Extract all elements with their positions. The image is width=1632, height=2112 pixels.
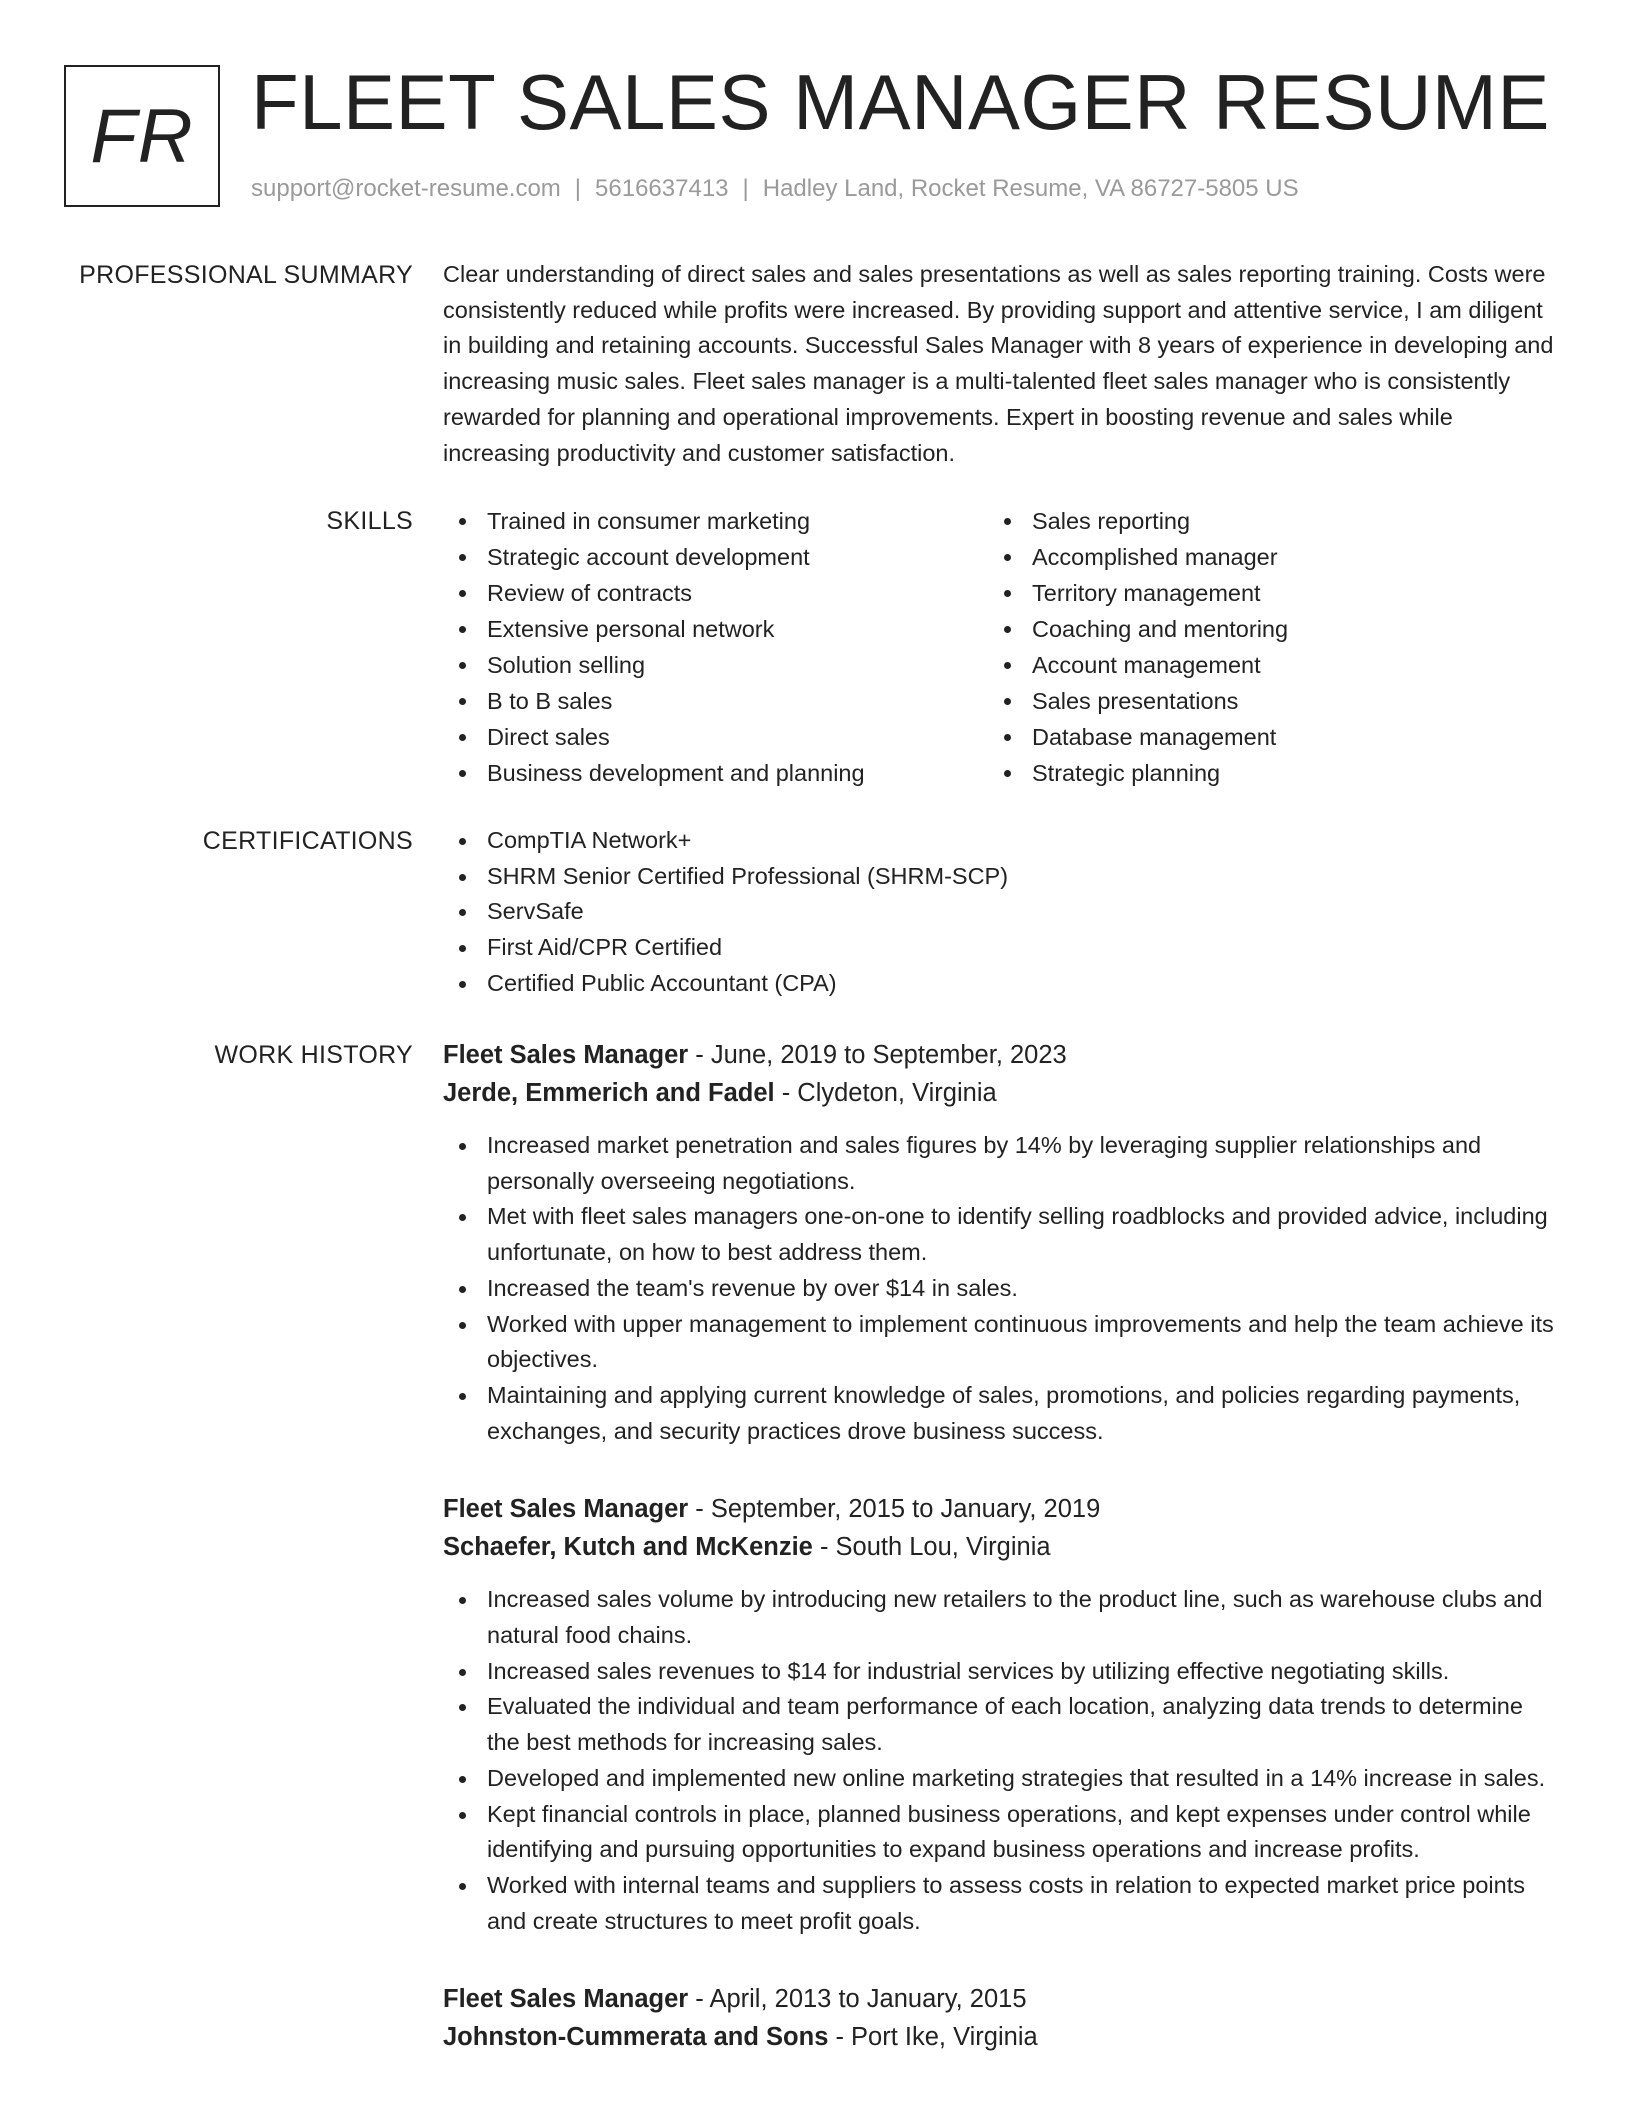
work-history-body	[443, 1036, 1555, 2097]
job-title: Fleet Sales Manager	[443, 1985, 689, 2014]
job-entry	[443, 1036, 1555, 1449]
job-location: - Clydeton, Virginia	[774, 1079, 997, 1107]
certification-item: ServSafe	[443, 894, 1555, 930]
contact-separator: |	[574, 175, 582, 202]
skill-item: Trained in consumer marketing	[443, 503, 988, 539]
work-history-heading: WORK HISTORY	[214, 1041, 413, 1069]
skill-item: Territory management	[988, 575, 1533, 611]
skill-item: Business development and planning	[443, 755, 988, 791]
certifications-list	[443, 823, 1555, 1002]
job-bullet: Worked with internal teams and suppliers to assess costs in relation to expected market price points and create structures to meet profit goals.	[443, 1868, 1555, 1939]
skill-item: Direct sales	[443, 719, 988, 755]
certification-item: SHRM Senior Certified Professional (SHRM-SCP)	[443, 859, 1555, 895]
job-bullet: Maintaining and applying current knowledge of sales, promotions, and policies regarding payments, exchanges, and security practices drove business success.	[443, 1378, 1555, 1449]
job-title: Fleet Sales Manager	[443, 1041, 689, 1069]
job-bullets	[443, 1582, 1555, 1939]
summary-body	[443, 257, 1555, 471]
skill-item: B to B sales	[443, 683, 988, 719]
certification-item: Certified Public Accountant (CPA)	[443, 966, 1555, 1002]
job-title-line	[443, 1980, 1555, 2018]
job-dates: - September, 2015 to January, 2019	[688, 1495, 1101, 1524]
skill-item: Strategic account development	[443, 539, 988, 575]
summary-heading: PROFESSIONAL SUMMARY	[79, 261, 413, 289]
summary-text: Clear understanding of direct sales and sales presentations as well as sales reporting training. Costs were consistently reduced while profits were increased. By providing support and attentive service, I am diligent in building and retaining accounts. Successful Sales Manager with 8 years of experience in developing and increasing music sales. Fleet sales manager is a multi-talented fleet sales manager who is consistently rewarded for planning and operational improvements. Expert in boosting revenue and sales while increasing productivity and customer satisfaction.	[443, 261, 1554, 466]
skills-columns	[443, 503, 1555, 791]
monogram-box	[64, 65, 220, 207]
job-entry	[443, 1490, 1555, 1939]
certification-item: CompTIA Network+	[443, 823, 1555, 859]
job-company-line	[443, 1528, 1555, 1566]
skill-item: Sales reporting	[988, 503, 1533, 539]
job-company-line	[443, 1074, 1555, 1112]
certifications-heading: CERTIFICATIONS	[202, 827, 413, 855]
skills-list-left	[443, 503, 988, 791]
skill-item: Solution selling	[443, 647, 988, 683]
contact-separator: |	[742, 175, 749, 202]
certification-item: First Aid/CPR Certified	[443, 930, 1555, 966]
skill-item: Database management	[988, 719, 1533, 755]
skill-item: Strategic planning	[988, 755, 1533, 791]
contact-phone[interactable]: 5616637413	[595, 175, 729, 202]
job-bullet: Evaluated the individual and team performance of each location, analyzing data trends to determine the best methods for increasing sales.	[443, 1689, 1555, 1760]
skill-item: Account management	[988, 647, 1533, 683]
job-company-line	[443, 2018, 1555, 2056]
job-bullet: Developed and implemented new online marketing strategies that resulted in a 14% increase in sales.	[443, 1761, 1555, 1797]
contact-email[interactable]: support@rocket-resume.com	[251, 175, 561, 202]
contact-address: Hadley Land, Rocket Resume, VA 86727-5805 US	[762, 175, 1299, 202]
contact-line	[251, 174, 1299, 204]
skill-item: Extensive personal network	[443, 611, 988, 647]
job-bullet: Increased sales volume by introducing new retailers to the product line, such as warehouse clubs and natural food chains.	[443, 1582, 1555, 1653]
job-bullets	[443, 1128, 1555, 1449]
job-dates: - June, 2019 to September, 2023	[688, 1041, 1067, 1069]
resume-title: FLEET SALES MANAGER RESUME	[251, 58, 1550, 146]
job-bullet: Kept financial controls in place, planned business operations, and kept expenses under control while identifying and pursuing opportunities to expand business operations and increase profits.	[443, 1797, 1555, 1868]
skill-item: Coaching and mentoring	[988, 611, 1533, 647]
skills-body	[443, 503, 1555, 791]
job-company: Johnston-Cummerata and Sons	[443, 2023, 829, 2052]
job-bullet: Met with fleet sales managers one-on-one to identify selling roadblocks and provided advice, including unfortunate, on how to best address them.	[443, 1199, 1555, 1270]
certifications-body	[443, 823, 1555, 1002]
job-location: - Port Ike, Virginia	[828, 2023, 1038, 2052]
job-bullet: Worked with upper management to implement continuous improvements and help the team achieve its objectives.	[443, 1307, 1555, 1378]
job-company: Schaefer, Kutch and McKenzie	[443, 1533, 813, 1562]
job-dates: - April, 2013 to January, 2015	[688, 1985, 1027, 2014]
job-bullet: Increased market penetration and sales figures by 14% by leveraging supplier relationships and personally overseeing negotiations.	[443, 1128, 1555, 1199]
job-bullet: Increased the team's revenue by over $14 in sales.	[443, 1271, 1555, 1307]
skill-item: Sales presentations	[988, 683, 1533, 719]
job-entry	[443, 1980, 1555, 2056]
job-title-line	[443, 1036, 1555, 1074]
skills-list-right	[988, 503, 1533, 791]
monogram-initials: FR	[90, 93, 194, 179]
skills-heading: SKILLS	[326, 507, 413, 535]
skill-item: Review of contracts	[443, 575, 988, 611]
job-title: Fleet Sales Manager	[443, 1495, 689, 1524]
job-bullet: Increased sales revenues to $14 for industrial services by utilizing effective negotiating skills.	[443, 1654, 1555, 1690]
job-company: Jerde, Emmerich and Fadel	[443, 1079, 775, 1107]
job-location: - South Lou, Virginia	[812, 1533, 1051, 1562]
skill-item: Accomplished manager	[988, 539, 1533, 575]
job-title-line	[443, 1490, 1555, 1528]
